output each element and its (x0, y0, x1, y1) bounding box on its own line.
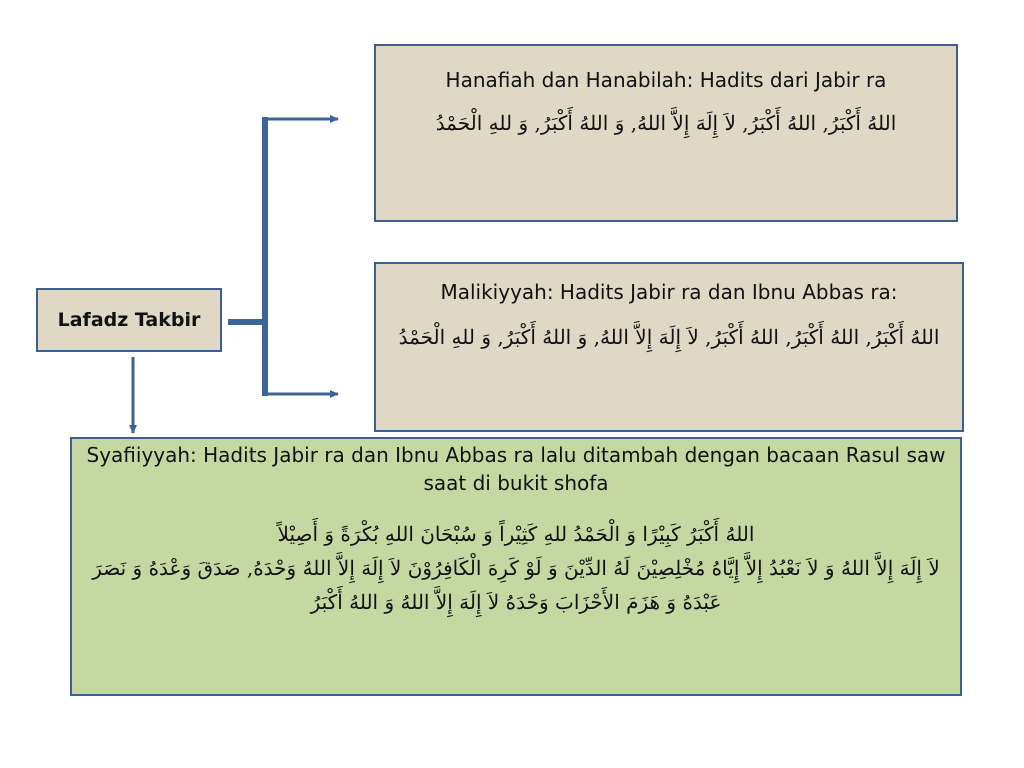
malikiyyah-arabic-text: اللهُ أَكْبَرُ, اللهُ أَكْبَرُ, اللهُ أَكْبَرُ, لاَ إِلَهَ إِلاَّ اللهُ, وَ اللهُ أَكْبَرُ, وَ للهِ الْحَمْدُ (398, 325, 940, 349)
syafiiyyah-arabic-line-1: اللهُ أَكْبَرُ كَبِيْرًا وَ الْحَمْدُ للهِ كَثِيْراً وَ سُبْحَانَ اللهِ بُكْرَةً وَ أَصِيْلاً (277, 522, 755, 546)
syafiiyyah-title: Syafiiyyah: Hadits Jabir ra dan Ibnu Abbas ra lalu ditambah dengan bacaan Rasul saw saat di bukit shofa (86, 443, 946, 495)
malikiyyah-box (374, 262, 964, 432)
hanafiah-box (374, 44, 958, 222)
syafiiyyah-box (70, 437, 962, 696)
syafiiyyah-arabic-line-2: لاَ إِلَهَ إِلاَّ اللهُ وَ لاَ نَعْبُدُ إِلاَّ إِيَّاهُ مُخْلِصِيْنَ لَهُ الدِّيْنَ وَ لَوْ كَرِهَ الْكَافِرُوْنَ لاَ إِلَهَ إِلاَّ اللهُ وَحْدَهُ, صَدَقَ وَعْدَهُ وَ نَصَرَ عَبْدَهُ وَ هَزَمَ الأَحْزَابَ وَحْدَهُ لاَ إِلَهَ إِلاَّ اللهُ وَ اللهُ أَكْبَرُ (92, 556, 940, 614)
root-label: Lafadz Takbir (57, 309, 201, 331)
malikiyyah-title: Malikiyyah: Hadits Jabir ra dan Ibnu Abbas ra: (440, 280, 898, 304)
hanafiah-arabic-text: اللهُ أَكْبَرُ, اللهُ أَكْبَرُ, لاَ إِلَهَ إِلاَّ اللهُ, وَ اللهُ أَكْبَرُ, وَ للهِ الْحَمْدُ (435, 111, 897, 135)
hanafiah-title: Hanafiah dan Hanabilah: Hadits dari Jabir ra (445, 68, 887, 92)
root-node (36, 288, 222, 352)
